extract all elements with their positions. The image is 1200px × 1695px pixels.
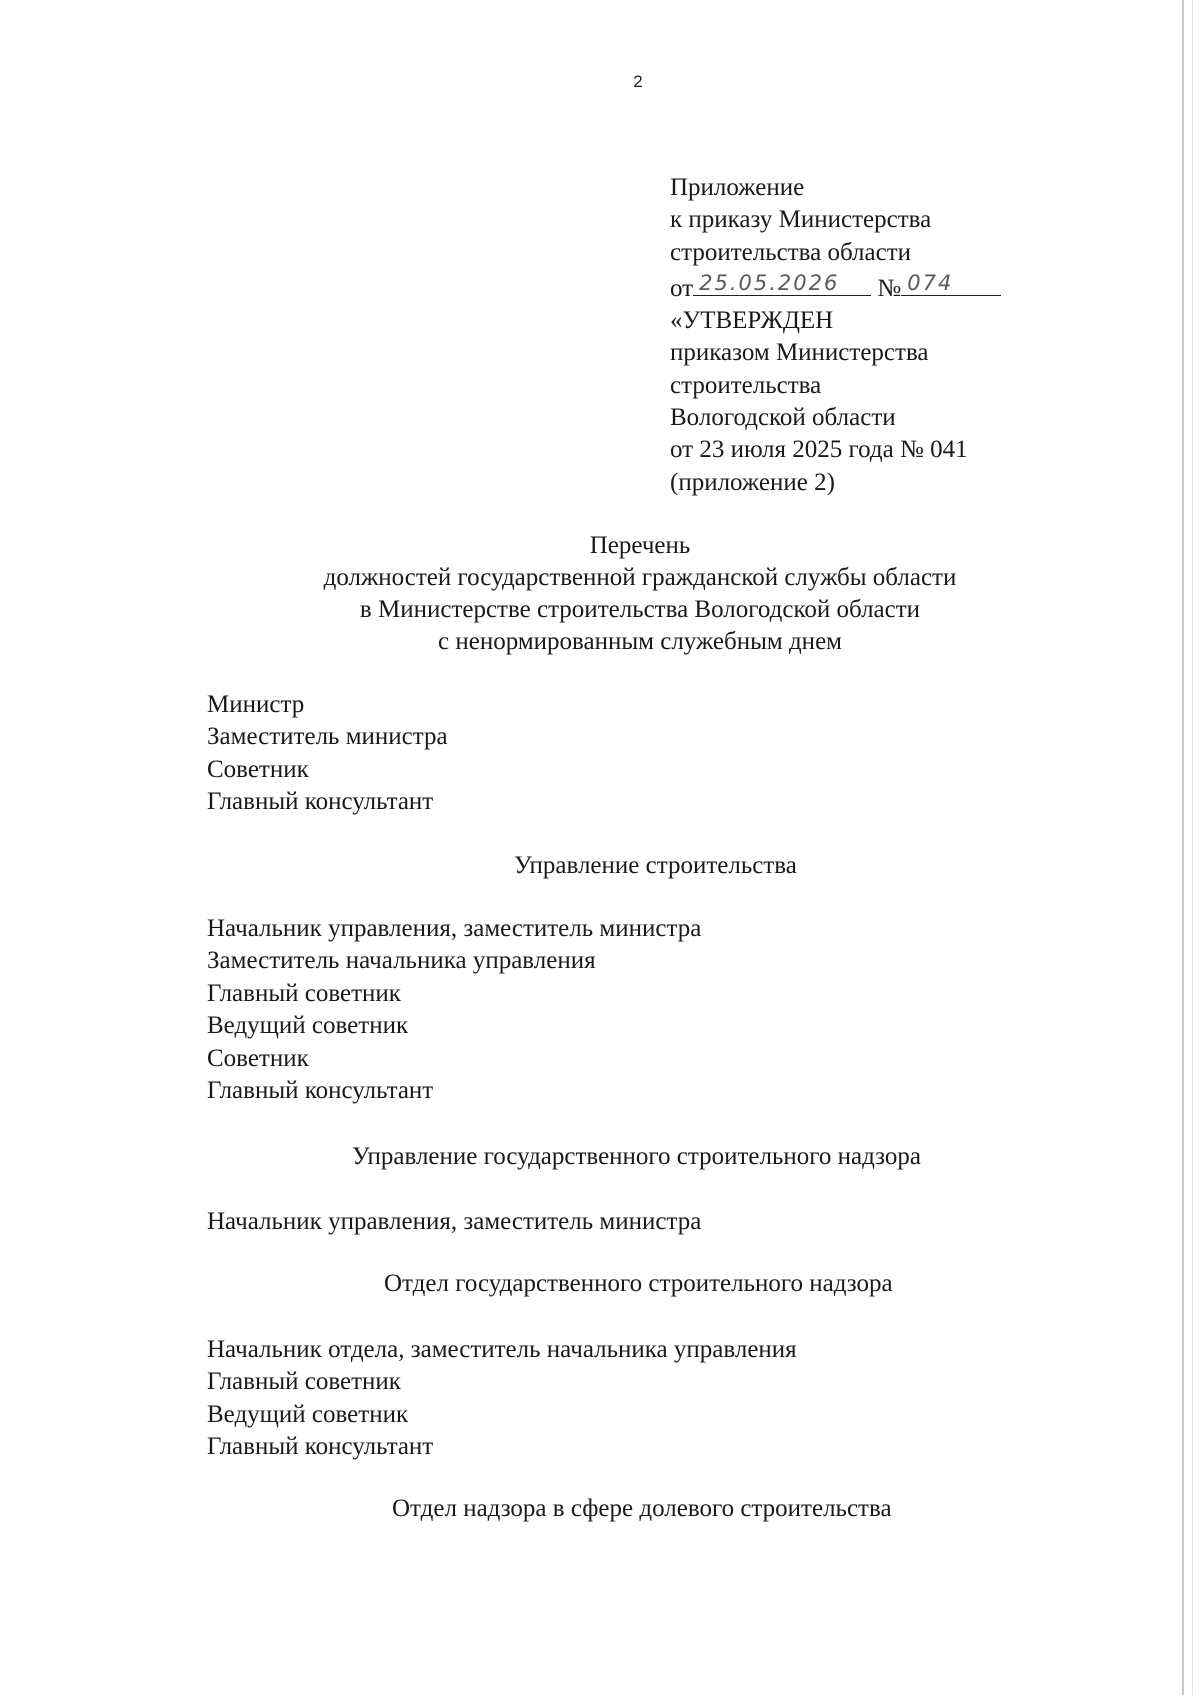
order-number-label: № bbox=[877, 274, 902, 302]
order-reference-line bbox=[670, 269, 1090, 305]
position-item: Советник bbox=[207, 755, 309, 783]
position-item: Заместитель начальника управления bbox=[207, 947, 596, 975]
section-positions-list bbox=[207, 1206, 701, 1238]
page-number: 2 bbox=[633, 72, 643, 91]
approved-line: «УТВЕРЖДЕН bbox=[670, 307, 834, 335]
position-item: Советник bbox=[207, 1044, 309, 1072]
approved-line: (приложение 2) bbox=[670, 468, 835, 496]
title-line: должностей государственной гражданской службы области bbox=[323, 564, 957, 591]
document-title bbox=[230, 530, 1050, 658]
approved-line: от 23 июля 2025 года № 041 bbox=[670, 436, 968, 464]
position-item: Начальник управления, заместитель министра bbox=[207, 1208, 702, 1235]
scan-edge-line bbox=[1192, 0, 1193, 1695]
appendix-line: строительства области bbox=[670, 238, 912, 266]
position-item: Ведущий советник bbox=[207, 1400, 409, 1428]
position-item: Главный консультант bbox=[207, 788, 434, 816]
approved-line: приказом Министерства bbox=[670, 339, 929, 367]
order-prefix: от bbox=[670, 274, 694, 302]
top-positions-list bbox=[207, 689, 448, 819]
order-date-field bbox=[693, 269, 871, 296]
title-line: в Министерстве строительства Вологодской области bbox=[359, 596, 921, 623]
position-item: Начальник управления, заместитель министра bbox=[207, 915, 702, 942]
section-heading: Отдел надзора в сфере долевого строительства bbox=[392, 1495, 892, 1522]
handwritten-order-date: 25.05.2026 bbox=[699, 270, 840, 295]
position-item: Главный советник bbox=[207, 1368, 401, 1396]
section-positions-list bbox=[207, 913, 701, 1107]
section-positions-list bbox=[207, 1334, 797, 1464]
position-item: Главный консультант bbox=[207, 1433, 434, 1461]
position-item: Главный консультант bbox=[207, 1077, 434, 1105]
appendix-line: Приложение bbox=[670, 174, 805, 201]
scan-edge-line bbox=[1182, 0, 1184, 1695]
approved-line: строительства bbox=[670, 371, 822, 399]
handwritten-order-number: 074 bbox=[907, 270, 954, 295]
position-item: Ведущий советник bbox=[207, 1012, 409, 1040]
section-heading: Управление государственного строительного надзора bbox=[352, 1143, 921, 1170]
position-item: Министр bbox=[207, 691, 305, 718]
section-heading: Отдел государственного строительного надзора bbox=[384, 1270, 893, 1297]
title-line: Перечень bbox=[589, 532, 691, 559]
order-number-field bbox=[901, 269, 1001, 296]
appendix-block bbox=[670, 172, 1090, 499]
position-item: Начальник отдела, заместитель начальника управления bbox=[207, 1336, 797, 1363]
title-line: с ненормированным служебным днем bbox=[438, 628, 842, 655]
position-item: Главный советник bbox=[207, 979, 401, 1007]
section-heading: Управление строительства bbox=[514, 852, 797, 879]
appendix-line: к приказу Министерства bbox=[670, 206, 932, 234]
approved-line: Вологодской области bbox=[670, 404, 896, 432]
position-item: Заместитель министра bbox=[207, 723, 448, 751]
